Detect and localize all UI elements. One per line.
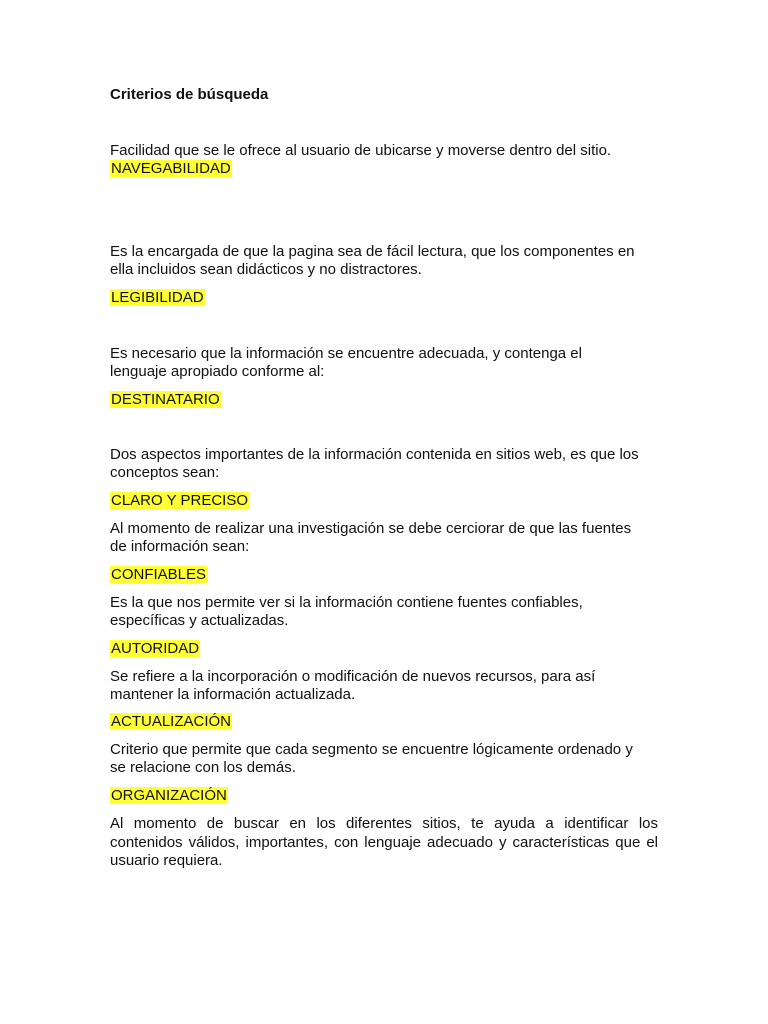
highlighted-term: ACTUALIZACIÓN <box>111 713 232 730</box>
definition-line: Se refiere a la incorporación o modificación de nuevos recursos, para así <box>110 668 596 685</box>
highlighted-term: NAVEGABILIDAD <box>111 160 231 177</box>
term-actualizacion <box>110 713 232 731</box>
term-autoridad <box>110 640 200 658</box>
term-legibilidad <box>110 289 205 307</box>
document-title: Criterios de búsqueda <box>110 86 269 103</box>
highlighted-term: CONFIABLES <box>111 566 207 583</box>
definition-line: específicas y actualizadas. <box>110 612 289 629</box>
term-navegabilidad <box>110 160 232 178</box>
definition-line: Dos aspectos importantes de la información contenida en sitios web, es que los <box>110 446 639 463</box>
highlighted-term: CLARO Y PRECISO <box>111 492 248 509</box>
definition-line: Facilidad que se le ofrece al usuario de ubicarse y moverse dentro del sitio. <box>110 142 612 159</box>
highlighted-term: AUTORIDAD <box>111 640 200 657</box>
highlighted-term: LEGIBILIDAD <box>111 289 204 306</box>
definition-line: Es la encargada de que la pagina sea de fácil lectura, que los componentes en <box>110 243 635 260</box>
definition-line: Al momento de realizar una investigación se debe cerciorar de que las fuentes <box>110 520 632 537</box>
term-destinatario <box>110 391 221 409</box>
definition-line: lenguaje apropiado conforme al: <box>110 363 325 380</box>
definition-line: mantener la información actualizada. <box>110 686 356 703</box>
closing-paragraph: Al momento de buscar en los diferentes sitios, te ayuda a identificar los contenidos válidos, importantes, con lenguaje adecuado y características que el usuario requiera. <box>110 815 658 869</box>
term-organizacion <box>110 787 228 805</box>
definition-line: conceptos sean: <box>110 464 220 481</box>
highlighted-term: DESTINATARIO <box>111 391 220 408</box>
term-claro-y-preciso <box>110 492 249 510</box>
definition-line: ella incluidos sean didácticos y no distractores. <box>110 261 422 278</box>
term-confiables <box>110 566 207 584</box>
definition-line: Es la que nos permite ver si la información contiene fuentes confiables, <box>110 594 583 611</box>
highlighted-term: ORGANIZACIÓN <box>111 787 227 804</box>
definition-line: Criterio que permite que cada segmento se encuentre lógicamente ordenado y <box>110 741 633 758</box>
definition-line: se relacione con los demás. <box>110 759 296 776</box>
definition-line: Es necesario que la información se encuentre adecuada, y contenga el <box>110 345 582 362</box>
definition-line: de información sean: <box>110 538 250 555</box>
